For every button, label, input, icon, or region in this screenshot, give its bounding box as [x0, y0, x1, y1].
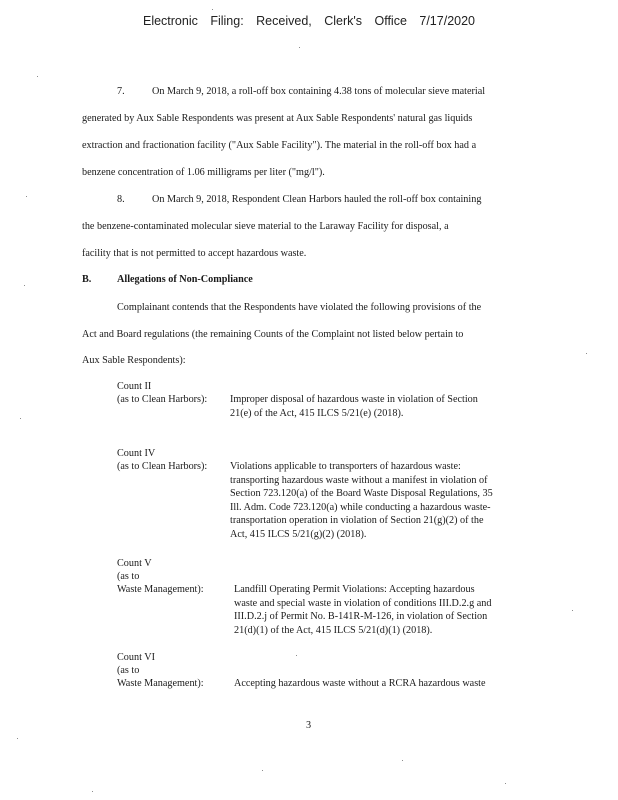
count-description: Accepting hazardous waste without a RCRA hazardous waste: [234, 678, 486, 689]
scan-speck: [299, 47, 300, 48]
scan-speck: [24, 285, 25, 286]
count-name: Count IV (as to Clean Harbors):: [117, 448, 208, 472]
paragraph-7-number: 7.: [117, 86, 125, 97]
paragraph-7-line: generated by Aux Sable Respondents was present at Aux Sable Respondents' natural gas liquids: [82, 113, 473, 124]
section-letter: B.: [82, 274, 92, 285]
scan-speck: [20, 418, 21, 419]
filing-header: Electronic Filing: Received, Clerk's Office 7/17/2020: [142, 14, 475, 28]
intro-line: Act and Board regulations (the remaining Counts of the Complaint not listed below pertain to: [82, 329, 464, 340]
section-title: Allegations of Non-Compliance: [117, 274, 253, 285]
paragraph-8-number: 8.: [117, 194, 125, 205]
scan-speck: [92, 791, 93, 792]
intro-line: Complainant contends that the Respondents have violated the following provisions of the: [117, 302, 482, 313]
scan-speck: [586, 353, 587, 354]
scan-speck: [212, 9, 213, 10]
count-name: Count VI (as to Waste Management):: [117, 652, 204, 689]
paragraph-7-line: On March 9, 2018, a roll-off box containing 4.38 tons of molecular sieve material: [152, 86, 486, 97]
paragraph-8-line: the benzene-contaminated molecular sieve material to the Laraway Facility for disposal, a: [82, 221, 449, 232]
page-number: 3: [306, 720, 312, 731]
count-name: Count V (as to Waste Management):: [117, 558, 204, 595]
scan-speck: [26, 196, 27, 197]
scan-speck: [296, 655, 297, 656]
intro-line: Aux Sable Respondents):: [82, 355, 186, 366]
count-description: Landfill Operating Permit Violations: Accepting hazardous waste and special waste in violation of conditions III.D.2.g and III.D.2.j of Permit No. B-141R-M-126, in violation of Section 21(d)(1) of the Act, 415 ILCS 5/21(d)(1) (2018).: [234, 584, 492, 636]
count-description: Improper disposal of hazardous waste in violation of Section 21(e) of the Act, 415 ILCS 5/21(e) (2018).: [230, 394, 478, 419]
scan-speck: [262, 770, 263, 771]
paragraph-7-line: extraction and fractionation facility ("Aux Sable Facility"). The material in the roll-off box had a: [82, 140, 477, 151]
count-name: Count II (as to Clean Harbors):: [117, 381, 208, 405]
paragraph-8-line: facility that is not permitted to accept hazardous waste.: [82, 248, 307, 259]
count-description: Violations applicable to transporters of hazardous waste: transporting hazardous waste without a manifest in violation of Section 723.120(a) of the Board Waste Disposal Regulations, 35 Ill. Adm. Code 723.120(a) while conducting a hazardous waste- transportation operation in violation of Section 21(g)(2) of the Act, 415 ILCS 5/21(g)(2) (2018).: [230, 461, 493, 540]
scan-speck: [37, 76, 38, 77]
paragraph-8-line: On March 9, 2018, Respondent Clean Harbors hauled the roll-off box containing: [152, 194, 482, 205]
scan-speck: [572, 610, 573, 611]
paragraph-7-line: benzene concentration of 1.06 milligrams per liter ("mg/l").: [82, 167, 325, 178]
scan-speck: [17, 738, 18, 739]
scan-speck: [505, 783, 506, 784]
scan-speck: [402, 760, 403, 761]
